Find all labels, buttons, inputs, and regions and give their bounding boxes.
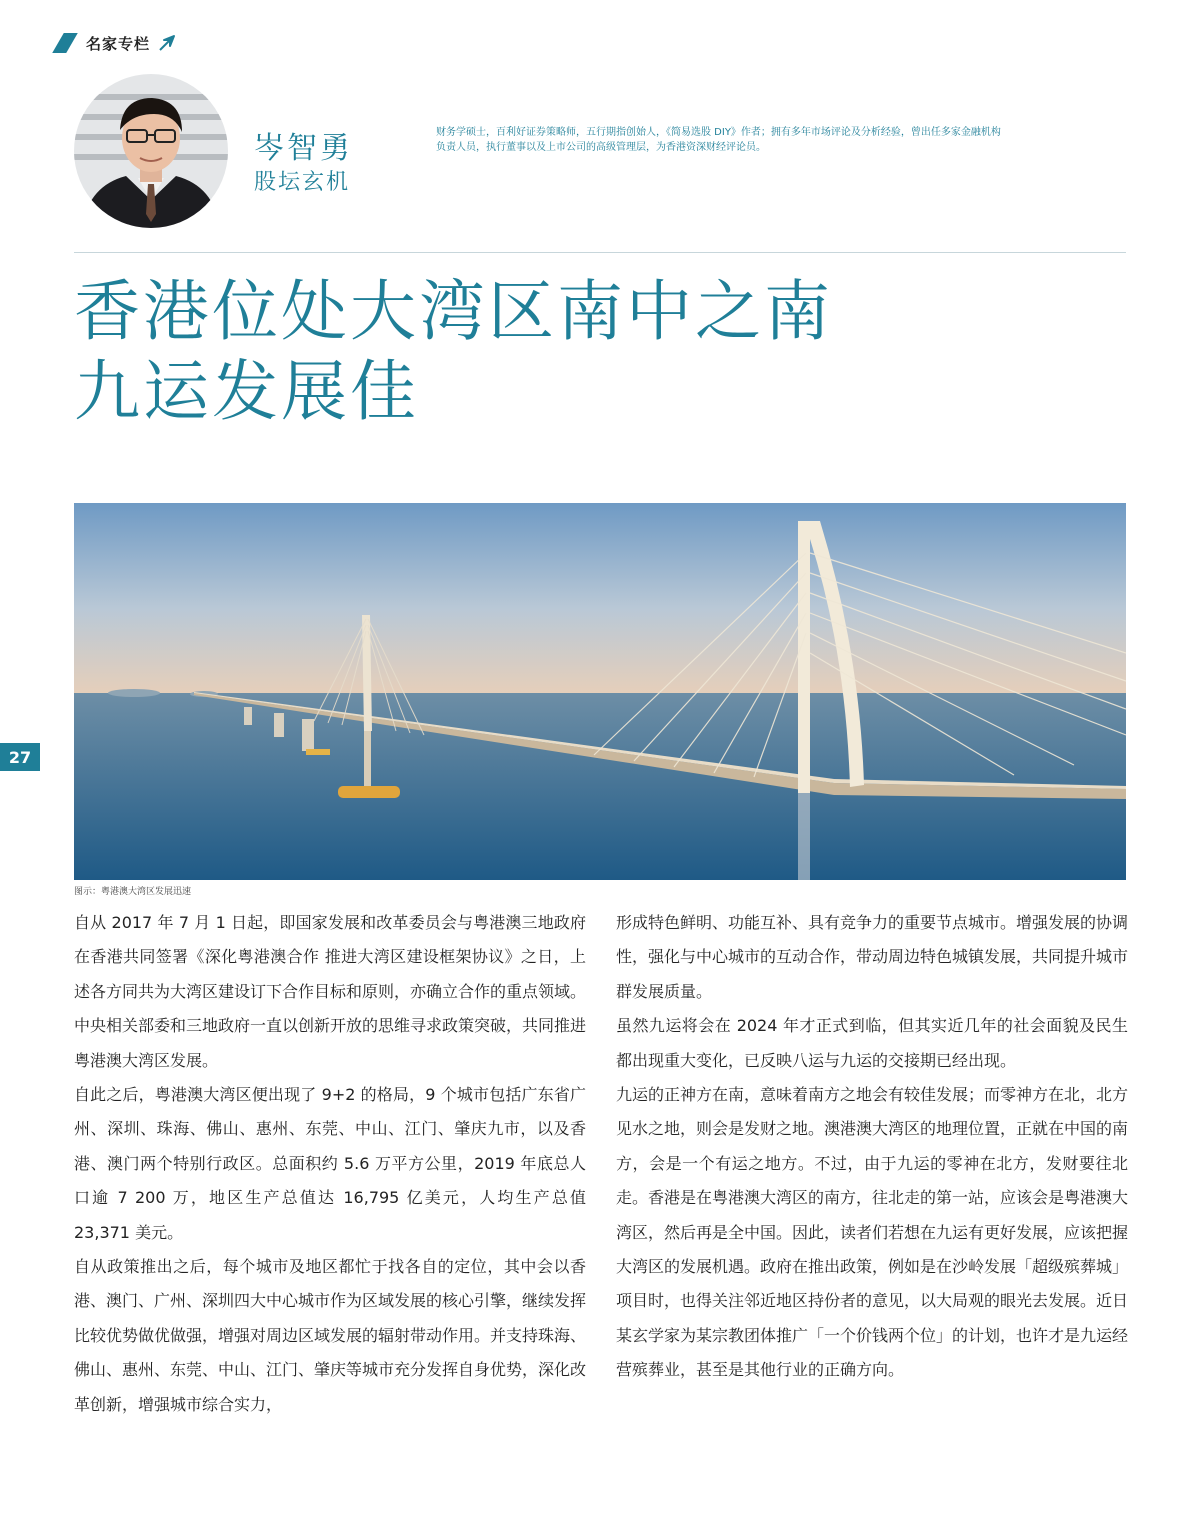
paragraph: 九运的正神方在南，意味着南方之地会有较佳发展；而零神方在北，北方见水之地，则会是发财之地。澳港澳大湾区的地理位置，正就在中国的南方，会是一个有运之地方。不过，由于九运的零神在北方，发财要往北走。香港是在粤港澳大湾区的南方，往北走的第一站，应该会是粤港澳大湾区，然后再是全中国。因此，读者们若想在九运有更好发展，应该把握大湾区的发展机遇。政府在推出政策，例如是在沙岭发展「超级殡葬城」项目时，也得关注邻近地区持份者的意见，以大局观的眼光去发展。近日某玄学家为某宗教团体推广「一个价钱两个位」的计划，也许才是九运经营殡葬业，甚至是其他行业的正确方向。 bbox=[616, 1085, 1129, 1380]
paragraph: 形成特色鲜明、功能互补、具有竞争力的重要节点城市。增强发展的协调性，强化与中心城市的互动合作，带动周边特色城镇发展，共同提升城市群发展质量。 bbox=[616, 913, 1129, 1001]
arrow-up-right-icon bbox=[158, 34, 176, 52]
photo-caption: 图示：粤港澳大湾区发展迅速 bbox=[74, 887, 192, 897]
paragraph: 自从政策推出之后，每个城市及地区都忙于找各自的定位，其中会以香港、澳门、广州、深圳四大中心城市作为区域发展的核心引擎，继续发挥比较优势做优做强，增强对周边区域发展的辐射带动作用。并支持珠海、佛山、惠州、东莞、中山、江门、肇庆等城市充分发挥自身优势，深化改革创新，增强城市综合实力， bbox=[74, 1257, 587, 1414]
column-tag-label: 名家专栏 bbox=[86, 34, 151, 53]
header-divider bbox=[74, 252, 1126, 253]
page-number-badge: 27 bbox=[0, 743, 40, 771]
author-avatar bbox=[74, 74, 228, 228]
article-headline bbox=[74, 272, 833, 432]
paragraph: 虽然九运将会在 2024 年才正式到临，但其实近几年的社会面貌及民生都出现重大变化，已反映八运与九运的交接期已经出现。 bbox=[616, 1016, 1128, 1070]
column-tag bbox=[58, 30, 176, 56]
author-portrait-icon bbox=[74, 74, 228, 228]
paragraph: 自从 2017 年 7 月 1 日起，即国家发展和改革委员会与粤港澳三地政府在香港共同签署《深化粤港澳合作 推进大湾区建设框架协议》之日，上述各方同共为大湾区建设订下合作目标和原则，亦确立合作的重点领域。中央相关部委和三地政府一直以创新开放的思维寻求政策突破，共同推进粤港澳大湾区发展。 bbox=[74, 913, 587, 1070]
author-bio: 财务学硕士，百利好证券策略师，五行期指创始人，《简易选股 DIY》作者；拥有多年市场评论及分析经验，曾出任多家金融机构负责人员，执行董事以及上市公司的高级管理层，为香港资深财经评论员。 bbox=[436, 127, 1001, 153]
body-column-right bbox=[616, 906, 1128, 1388]
author-column-name: 股坛玄机 bbox=[254, 170, 351, 195]
paragraph: 自此之后，粤港澳大湾区便出现了 9+2 的格局，9 个城市包括广东省广州、深圳、珠海、佛山、惠州、东莞、中山、江门、肇庆九市，以及香港、澳门两个特别行政区。总面积约 5.6 万平方公里，2019 年底总人口逾 7 200 万，地区生产总值达 16,795 亿美元，人均生产总值 23,371 美元。 bbox=[74, 1085, 586, 1242]
bridge-illustration-icon bbox=[74, 503, 1126, 880]
author-name: 岑智勇 bbox=[254, 131, 353, 166]
headline-line-1: 香港位处大湾区南中之南 bbox=[74, 273, 833, 350]
slash-mark-icon bbox=[52, 33, 78, 53]
body-column-left bbox=[74, 906, 586, 1422]
bridge-photo bbox=[74, 503, 1126, 880]
headline-line-2: 九运发展佳 bbox=[74, 353, 419, 430]
